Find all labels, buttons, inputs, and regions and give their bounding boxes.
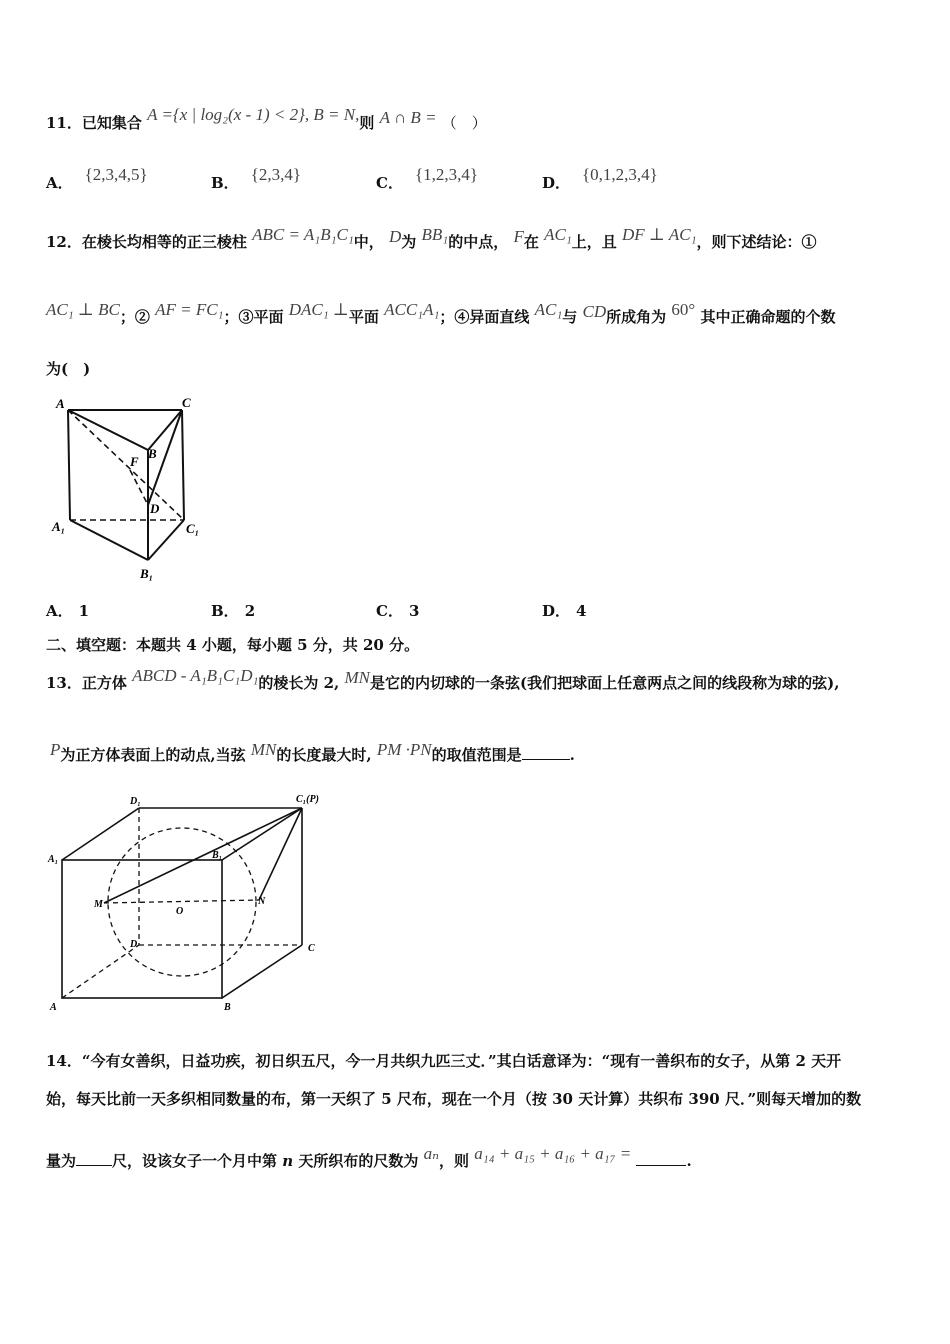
q11-option-b[interactable] [211, 165, 302, 193]
q12-text: 其中正确命题的个数 [700, 308, 836, 326]
edge-fd [130, 470, 148, 505]
option-label: B． [211, 602, 239, 620]
edge-cb [148, 410, 182, 450]
edge-ac1 [68, 410, 184, 520]
label-m: M [94, 899, 103, 910]
label-c: C [308, 943, 315, 954]
option-label: D． [542, 174, 571, 192]
section-heading: 二、填空题：本题共 4 小题，每小题 5 分，共 20 分。 [46, 636, 420, 654]
q13-point-p: P [50, 740, 61, 759]
q13-cube-expr: ABCD - A₁B₁C₁D₁ [132, 666, 259, 685]
q14-text: 尺，设该女子一个月中第 [112, 1152, 278, 1170]
option-value: {2,3,4} [250, 165, 302, 184]
label-f: F [130, 454, 139, 469]
q12-plane-1: DAC₁ ⊥ [288, 300, 349, 319]
q13-text: 为正方体表面上的动点,当弦 [60, 746, 246, 764]
q13-text: 正方体 [81, 674, 127, 692]
q14-number: 14． [46, 1052, 82, 1070]
label-a1: A₁ [52, 519, 66, 534]
q14-text: ，则 [439, 1152, 470, 1170]
q12-text: ；② [119, 308, 150, 326]
label-b: B [148, 446, 157, 461]
label-b: B [224, 1002, 231, 1013]
option-label: C． [376, 602, 403, 620]
q14-sum-expr: a₁₄ + a₁₅ + a₁₆ + a₁₇ = [474, 1144, 632, 1163]
q12-ac1-b: AC₁ [534, 300, 563, 319]
option-value: 1 [78, 602, 90, 620]
q12-point-d: D [389, 227, 402, 246]
q14-stem-line1 [46, 1050, 841, 1071]
q13-number: 13． [46, 674, 82, 692]
q12-prism-figure [50, 392, 210, 582]
front-face [62, 860, 222, 998]
q12-cd: CD [582, 302, 607, 321]
label-c1p: C₁(P) [296, 794, 319, 805]
q12-text: ，则下述结论：① [696, 233, 817, 251]
q12-text: 上，且 [571, 233, 617, 251]
label-a: A [50, 1002, 57, 1013]
q13-mn: MN [344, 668, 371, 687]
label-d1: D₁ [130, 796, 141, 807]
q13-stem-line1 [46, 666, 840, 693]
q14-stem-line2: 始，每天比前一天多织相同数量的布，第一天织了 5 尺布，现在一个月（按 30 天计算）共织布 390 尺．”则每天增加的数 [46, 1090, 862, 1108]
q14-stem-line3 [46, 1144, 692, 1171]
q13-text: 的取值范围是 [431, 746, 522, 764]
q14-an: aₙ [423, 1144, 440, 1163]
q14-answer-blank-2[interactable] [636, 1165, 686, 1166]
edge-aa1 [68, 410, 70, 520]
q14-text: 量为 [46, 1152, 77, 1170]
q11-prefix: 已知集合 [81, 114, 142, 132]
q11-option-a[interactable] [46, 165, 148, 193]
option-label: A． [46, 602, 73, 620]
inscribed-sphere [108, 828, 256, 976]
q12-point-f: F [513, 227, 524, 246]
q12-text: 为 [401, 233, 417, 251]
q13-text: 是它的内切球的一条弦(我们把球面上任意两点之间的线段称为球的弦), [370, 674, 840, 692]
option-value: {2,3,4,5} [84, 165, 148, 184]
q12-claim-1: AC₁ ⊥ BC [46, 300, 120, 319]
q12-text: 的中点， [448, 233, 509, 251]
q12-text: 所成角为 [606, 308, 667, 326]
q11-set-expr: A ={x | log₂(x - 1) < 2}, B = N, [147, 105, 360, 124]
q12-stem-line2 [46, 300, 836, 327]
q12-claim-2: AF = FC₁ [155, 300, 224, 319]
q12-text: ；③平面 [223, 308, 284, 326]
q13-cube-figure [44, 790, 334, 1020]
q14-text: “今有女善织，日益功疾，初日织五尺，今一月共织九匹三丈．”其白话意译为：“现有一善织布的女子，从第 2 天开 [81, 1052, 842, 1070]
edge-cc1 [182, 410, 184, 520]
q14-n: n [282, 1152, 294, 1170]
q11-paren: （ ） [441, 114, 487, 132]
chord-mn [104, 900, 259, 903]
option-value: {1,2,3,4} [414, 165, 479, 184]
edge-ab [68, 410, 148, 450]
q13-mn-2: MN [250, 740, 277, 759]
option-label: A． [46, 174, 73, 192]
option-label: B． [211, 174, 239, 192]
q13-answer-blank[interactable] [522, 759, 570, 760]
q12-text: ；④异面直线 [439, 308, 530, 326]
q11-ask-expr: A ∩ B = [379, 108, 437, 127]
q11-option-d[interactable] [542, 165, 658, 193]
q12-text: 在棱长均相等的正三棱柱 [81, 233, 247, 251]
q12-text: 中， [353, 233, 384, 251]
q12-option-d[interactable] [542, 600, 586, 621]
q13-stem-line2 [50, 740, 575, 765]
label-d: D [130, 939, 138, 950]
q12-text: 在 [523, 233, 539, 251]
q12-angle: 60° [671, 300, 696, 319]
q11-option-c[interactable] [376, 165, 479, 193]
q13-dot-product: PM ·PN [376, 740, 432, 759]
option-value: 2 [244, 602, 256, 620]
label-d: D [150, 501, 160, 516]
q12-prism-expr: ABC = A₁B₁C₁ [252, 225, 354, 244]
option-label: D． [542, 602, 571, 620]
q12-text: 平面 [348, 308, 379, 326]
label-b1: B₁ [212, 850, 223, 861]
q13-text: . [569, 746, 575, 764]
edge-mc1 [104, 808, 302, 903]
q12-option-a[interactable] [46, 600, 89, 621]
q13-text: 的棱长为 2, [258, 674, 340, 692]
q14-answer-blank-1[interactable] [76, 1165, 112, 1166]
q12-option-b[interactable] [211, 600, 255, 621]
q11-stem [46, 105, 487, 133]
label-b1: B₁ [140, 566, 154, 581]
label-c1: C₁ [186, 521, 200, 536]
q13-text: 的长度最大时, [276, 746, 372, 764]
q11-number: 11． [46, 114, 82, 132]
label-c: C [182, 395, 191, 410]
q12-condition: DF ⊥ AC₁ [622, 225, 697, 244]
edge-a1b1 [70, 520, 148, 560]
q12-stem-line1 [46, 225, 817, 252]
edge-bc [222, 945, 302, 998]
q12-stem-line3: 为( ) [46, 360, 91, 378]
q12-option-c[interactable] [376, 600, 419, 621]
label-a: A [56, 396, 65, 411]
q12-bb1: BB₁ [421, 225, 449, 244]
edge-c1b1 [148, 520, 184, 560]
edge-ad [62, 945, 139, 998]
option-label: C． [376, 174, 403, 192]
label-a1: A₁ [48, 854, 59, 865]
q14-text: . [686, 1152, 692, 1170]
option-value: 3 [408, 602, 420, 620]
q12-plane-2: ACC₁A₁ [384, 300, 440, 319]
q11-then: 则 [359, 114, 375, 132]
label-n: N [258, 896, 266, 907]
option-value: {0,1,2,3,4} [582, 165, 658, 184]
option-value: 4 [576, 602, 587, 620]
q12-ac1: AC₁ [544, 225, 572, 244]
label-o: O [176, 906, 184, 917]
edge-a1d1 [62, 808, 139, 860]
q12-number: 12． [46, 233, 82, 251]
q12-text: 与 [562, 308, 578, 326]
q14-text: 天所织布的尺数为 [298, 1152, 419, 1170]
